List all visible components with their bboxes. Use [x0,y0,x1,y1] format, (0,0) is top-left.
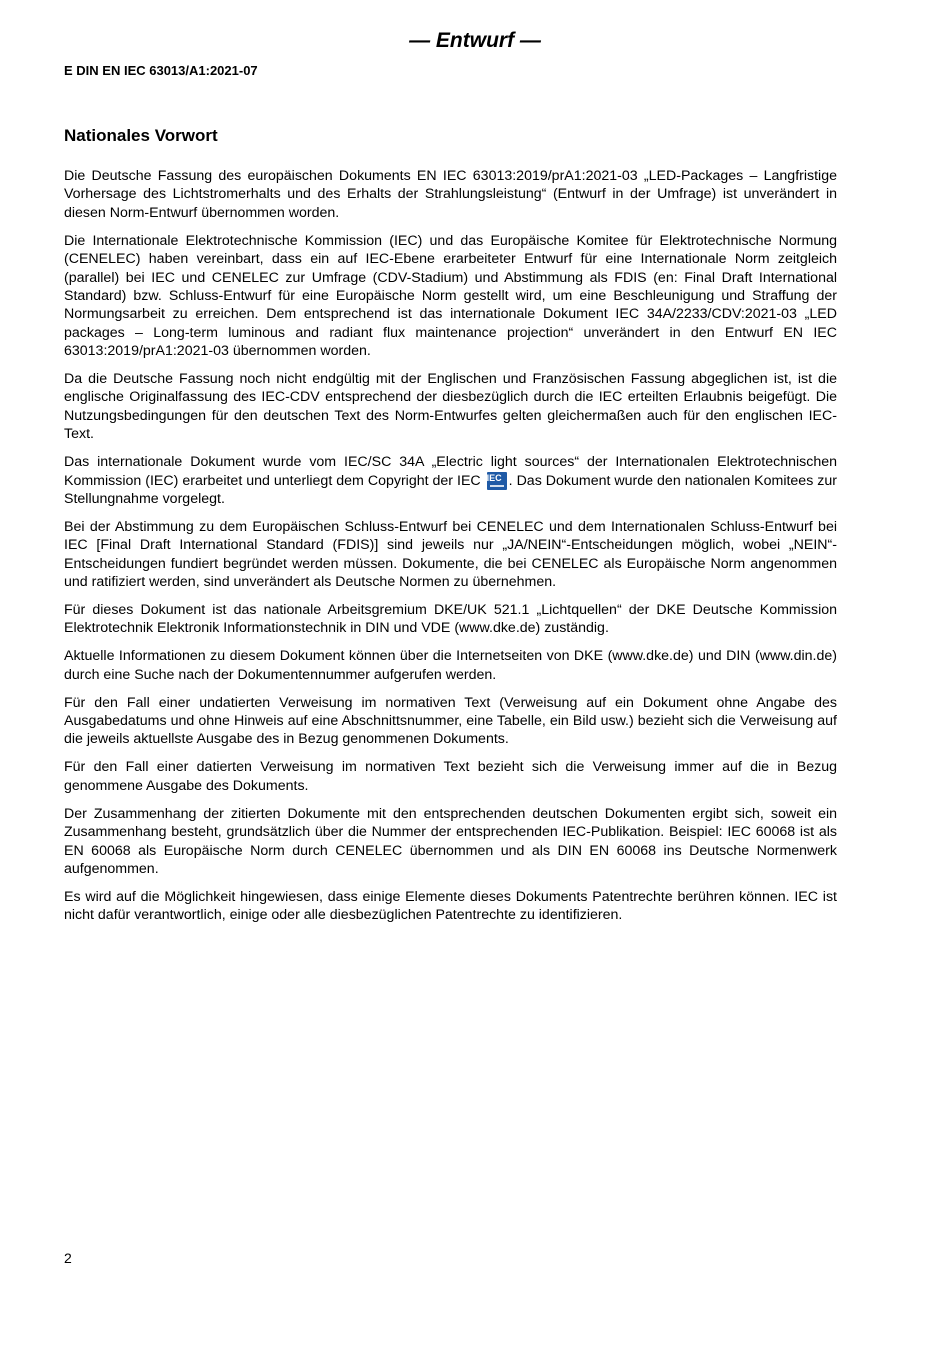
section-title: Nationales Vorwort [64,126,218,145]
paragraph-zusammenhang: Der Zusammenhang der zitierten Dokumente mit den entsprechenden deutschen Dokumenten ergibt sich, soweit ein Zusammenhang besteht, grundsätzlich über die Nummer der entsprechenden IEC-Publikation. Beispiel: IEC 60068 ist als EN 60068 als Europäische Norm durch CENELEC übernommen und als DIN EN 60068 ins Deutsche Normenwerk aufgenommen. [64,805,837,877]
paragraph-undatierte-verweisung: Für den Fall einer undatierten Verweisung im normativen Text (Verweisung auf ein Dokument ohne Angabe des Ausgabedatums und ohne Hinweis auf eine Abschnittsnummer, eine Tabelle, ein Bild usw.) bezieht sich die Verweisung auf die jeweils aktuellste Ausgabe des in Bezug genommenen Dokuments. [64,694,837,748]
paragraph-patentrechte: Es wird auf die Möglichkeit hingewiesen, dass einige Elemente dieses Dokuments Patentrechte berühren können. IEC ist nicht dafür verantwortlich, einige oder alle diesbezüglichen Patentrechte zu identifizieren. [64,888,837,924]
paragraph-datierte-verweisung: Für den Fall einer datierten Verweisung im normativen Text bezieht sich die Verweisung immer auf die in Bezug genommene Ausgabe des Dokuments. [64,759,837,794]
paragraph-aktuelle-informationen: Aktuelle Informationen zu diesem Dokument können über die Internetseiten von DKE (www.dke.de) und DIN (www.din.de) durch eine Suche nach der Dokumentennummer aufgerufen werden. [64,648,837,683]
paragraph-originalfassung: Da die Deutsche Fassung noch nicht endgültig mit der Englischen und Französischen Fassung abgeglichen ist, ist die englische Originalfassung des IEC-CDV entsprechend der diesbezüglich durch die IEC erteilten Erlaubnis beigefügt. Die Nutzungsbedingungen für den deutschen Text des Norm-Entwurfes gelten gleichermaßen auch für den englischen IEC-Text. [64,371,837,443]
document-id: E DIN EN IEC 63013/A1:2021-07 [64,63,258,78]
paragraph-fassung: Die Deutsche Fassung des europäischen Dokuments EN IEC 63013:2019/prA1:2021-03 „LED-Packages – Langfristige Vorhersage des Lichtstromerhalts und des Erhalts der Strahlungsleistung“ (Entwurf in der Umfrage) ist unverändert in diesen Norm-Entwurf übernommen worden. [64,168,837,221]
paragraph-abstimmung: Bei der Abstimmung zu dem Europäischen Schluss-Entwurf bei CENELEC und dem Internationalen Schluss-Entwurf bei IEC [Final Draft International Standard (FDIS)] sind jeweils nur „JA/NEIN“-Entscheidungen möglich, wobei „NEIN“-Entscheidungen fundiert begründet werden müssen. Dokumente, die bei CENELEC als Europäische Norm angenommen und ratifiziert werden, sind unverändert als Deutsche Normen zu übernehmen. [64,518,837,591]
document-body [64,167,837,934]
page-number: 2 [64,1250,72,1266]
draft-banner: — Entwurf — [409,29,541,52]
iec-logo-icon: IEC [487,472,507,490]
copyright-text-after: . Das Dokument wurde den nationalen Komitees zur Stellungnahme vorgelegt. [64,472,837,507]
paragraph-iec-cenelec: Die Internationale Elektrotechnische Kommission (IEC) und das Europäische Komitee für Elektrotechnische Normung (CENELEC) haben vereinbart, dass ein auf IEC-Ebene erarbeiteter Entwurf für eine Internationale Norm zeitgleich (parallel) bei IEC und CENELEC zur Umfrage (CDV-Stadium) und Abstimmung als FDIS (en: Final Draft International Standard) bzw. Schluss-Entwurf für eine Europäische Norm gestellt wird, um eine Beschleunigung und Straffung der Normungsarbeit zu erreichen. Dem entsprechend ist das internationale Dokument IEC 34A/2233/CDV:2021-03 „LED packages – Long-term luminous and radiant flux maintenance projection“ unverändert in den Entwurf EN IEC 63013:2019/prA1:2021-03 übernommen worden. [64,232,837,360]
paragraph-arbeitsgremium: Für dieses Dokument ist das nationale Arbeitsgremium DKE/UK 521.1 „Lichtquellen“ der DKE Deutsche Kommission Elektrotechnik Elektronik Informationstechnik in DIN und VDE (www.dke.de) zuständig. [64,602,837,637]
paragraph-copyright [64,453,837,508]
copyright-text-before: Das internationale Dokument wurde vom IEC/SC 34A „Electric light sources“ der Internationalen Elektrotechnischen Kommission (IEC) erarbeitet und unterliegt dem Copyright der IEC [64,454,837,489]
